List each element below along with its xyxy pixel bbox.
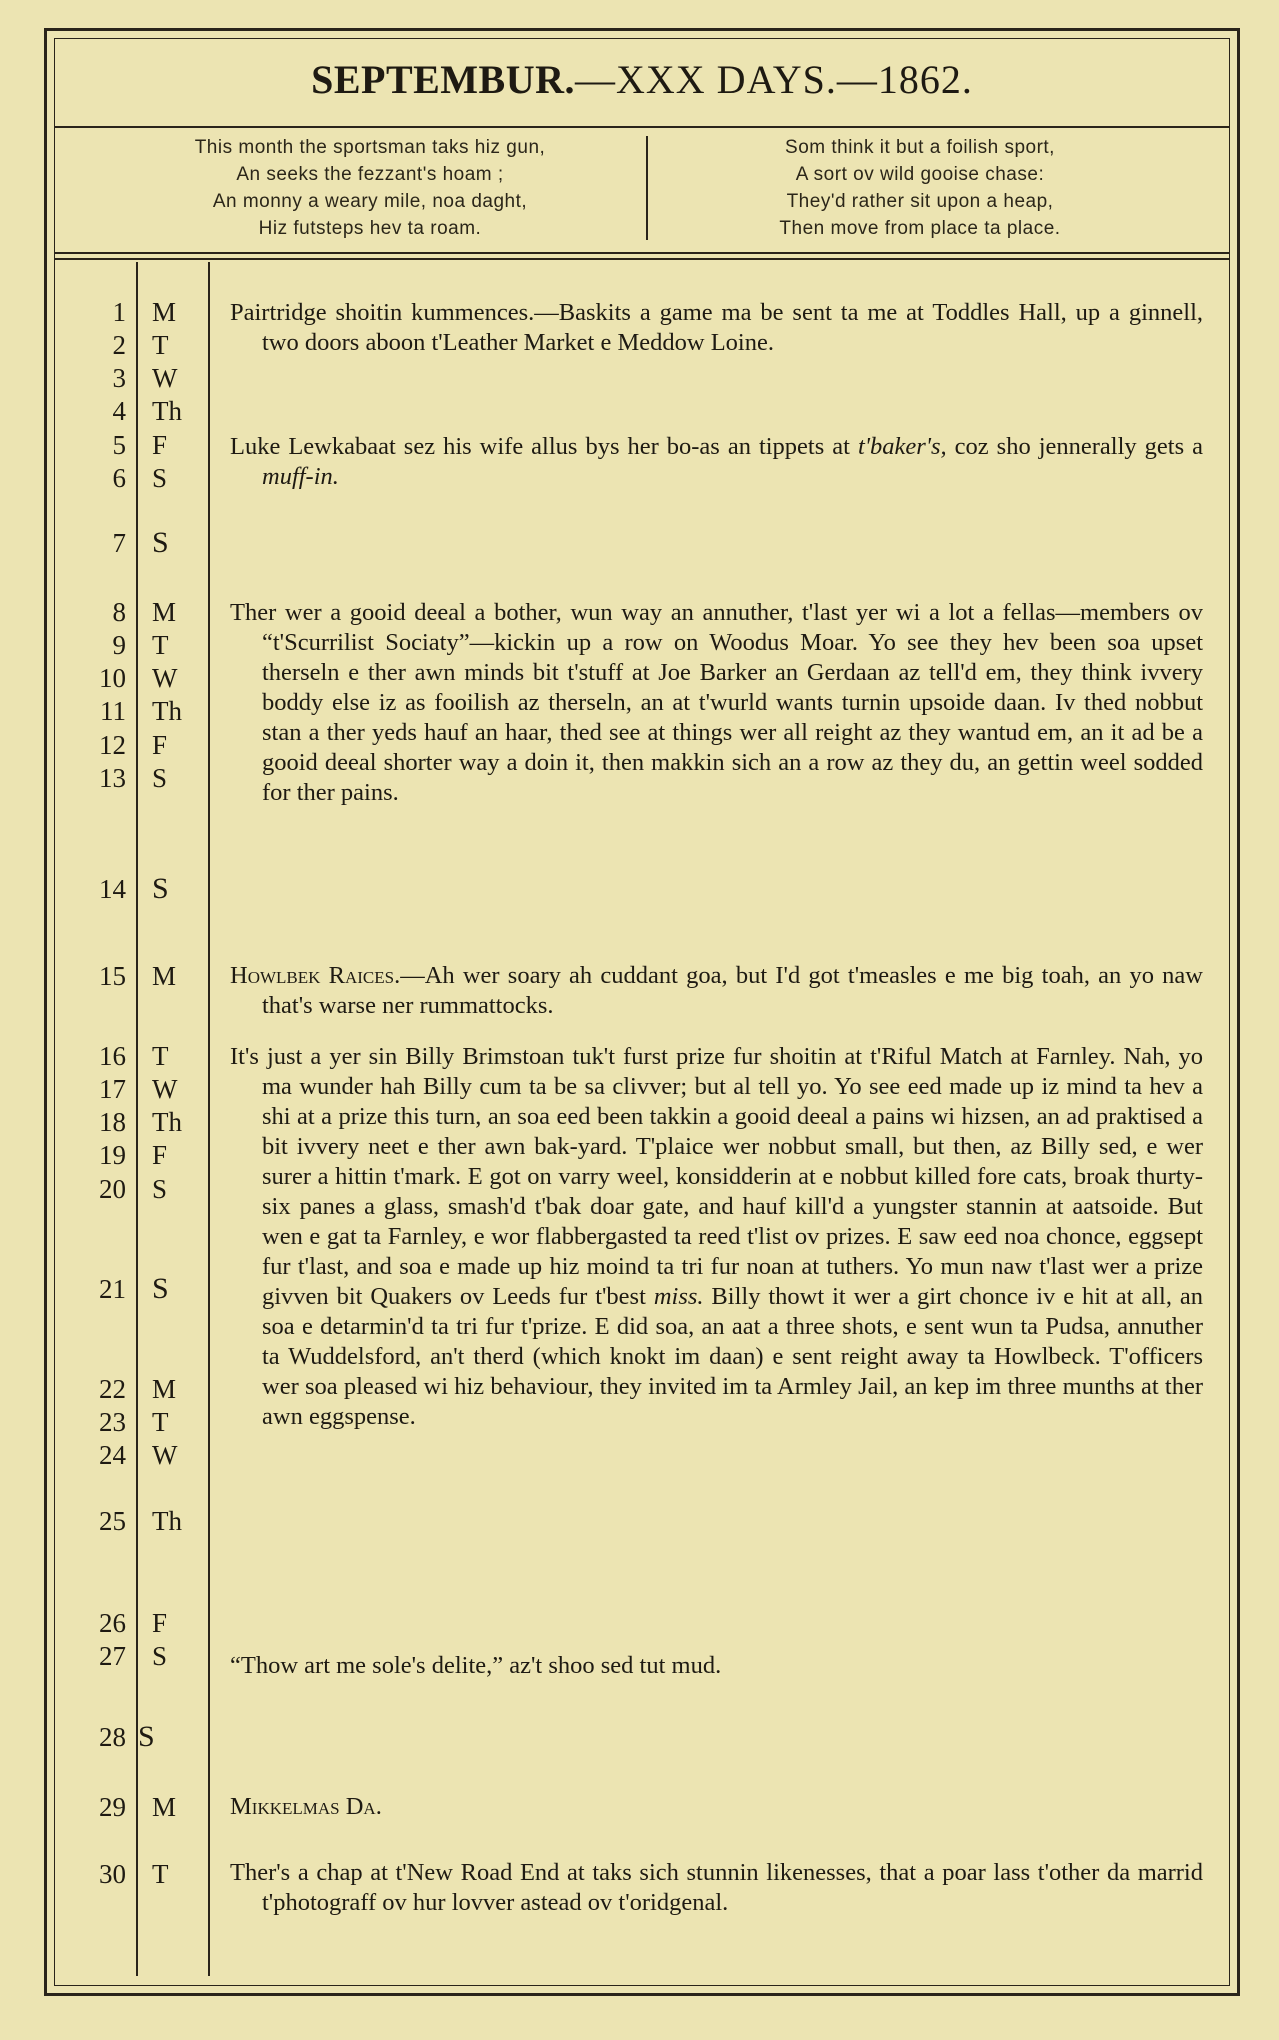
entry-sept-1: Pairtridge shoitin kummences.—Baskits a game ma be sent ta me at Toddles Hall, up a ginnell, two doors aboon t'Leather Market e Meddow Loine.: [230, 299, 1203, 356]
weekday-label: Th: [152, 1506, 182, 1536]
weekday-label: F: [152, 730, 168, 760]
weekday-label: S: [152, 463, 168, 493]
sunday-label: S: [152, 872, 169, 905]
entry-sept-29: Mikkelmas Da.: [230, 1793, 382, 1820]
page-title: SEPTEMBUR.—XXX DAYS.—1862.: [311, 57, 973, 102]
weekday-label: T: [152, 1041, 169, 1071]
day-number: 4: [112, 396, 126, 426]
entry-sept-5: Luke Lewkabaat sez his wife allus bys her bo-as an tippets at t'baker's, coz sho jennerally gets a muff-in.: [230, 433, 1203, 490]
weekday-label: Th: [152, 396, 182, 426]
weekday-label: W: [152, 663, 178, 693]
day-number: 27: [99, 1641, 126, 1671]
sunday-label: S: [138, 1720, 155, 1753]
verse-line: An seeks the fezzant's hoam ;: [236, 164, 504, 185]
entry-sept-15: Howlbek Raices.—Ah wer soary ah cuddant goa, but I'd got t'measles e me big toah, an yo naw that's warse ner rummattocks.: [230, 962, 1204, 1019]
verse-right: [670, 134, 1170, 242]
day-number: 23: [99, 1407, 126, 1437]
verse-line: Then move from place ta place.: [779, 218, 1061, 239]
day-number: 20: [99, 1174, 126, 1204]
weekday-label: T: [152, 1407, 169, 1437]
day-number: 12: [99, 730, 126, 760]
day-number: 9: [112, 630, 126, 660]
day-number: 7: [112, 528, 126, 558]
verse-left: [120, 134, 620, 242]
day-number: 16: [99, 1041, 126, 1071]
verse-divider: [646, 136, 648, 240]
weekday-label: W: [152, 1440, 178, 1470]
weekday-label: S: [152, 763, 168, 793]
day-number: 11: [100, 696, 126, 726]
day-number: 21: [99, 1274, 126, 1304]
verse-line: They'd rather sit upon a heap,: [786, 191, 1054, 212]
weekday-label: W: [152, 1074, 178, 1104]
day-number: 22: [99, 1374, 126, 1404]
day-number: 18: [99, 1107, 126, 1137]
weekday-label: W: [152, 363, 178, 393]
verse-line: Som think it but a foilish sport,: [785, 137, 1055, 158]
day-number: 29: [99, 1792, 126, 1822]
entry-sept-8: Ther wer a gooid deeal a bother, wun way an annuther, t'last yer wi a lot a fellas—members ov “t'Scurrilist Sociaty”—kickin up a row on Woodus Moar. Yo see they hev been soa upset therseln e ther awn minds bit t'stuff at Joe Barker an Gerdaan az tell'd em, they think ivvery boddy else iz as fooilish az therseln, an at t'wurld wants turnin upsoide daan. Iv thed nobbut stan a ther yeds hauf an haar, thed see at things wer all reight az they wantud em, an it ad be a gooid deeal shorter way a doin it, then makkin sich an a row az they du, an gettin weel sodded for ther pains.: [230, 599, 1203, 806]
day-number: 10: [99, 663, 126, 693]
day-number: 25: [99, 1506, 126, 1536]
weekday-label: S: [152, 1641, 168, 1671]
day-number: 1: [112, 297, 126, 327]
weekday-label: F: [152, 1140, 168, 1170]
entry-sept-27: “Thow art me sole's delite,” az't shoo sed tut mud.: [230, 1652, 722, 1679]
verse-line: A sort ov wild gooise chase:: [795, 164, 1045, 185]
day-number: 19: [99, 1140, 126, 1170]
day-number: 8: [112, 597, 126, 627]
weekday-label: F: [152, 430, 168, 460]
weekday-label: M: [152, 1374, 177, 1404]
weekday-label: T: [152, 1859, 169, 1889]
day-number: 15: [99, 961, 126, 991]
weekday-label: M: [152, 1792, 177, 1822]
weekday-label: M: [152, 597, 177, 627]
weekday-label: F: [152, 1608, 168, 1638]
day-number: 3: [112, 363, 126, 393]
weekday-label: M: [152, 297, 177, 327]
day-number: 2: [112, 330, 126, 360]
verse-line: An monny a weary mile, noa daght,: [212, 191, 528, 212]
day-number: 24: [99, 1440, 126, 1470]
weekday-label: T: [152, 630, 169, 660]
day-number: 30: [99, 1859, 126, 1889]
title-rule: [54, 126, 1230, 128]
day-number-column-rule: [136, 262, 138, 1976]
sunday-label: S: [152, 1272, 169, 1305]
entry-sept-30: Ther's a chap at t'New Road End at taks sich stunnin likenesses, that a poar lass t'other da marrid t'photograff ov hur lovver astead ov t'oridgenal.: [230, 1859, 1203, 1916]
header-rule-1: [54, 252, 1230, 254]
verse-line: This month the sportsman taks hiz gun,: [194, 137, 546, 158]
weekday-label: T: [152, 330, 169, 360]
day-number: 28: [99, 1722, 126, 1752]
day-number: 13: [99, 763, 126, 793]
header-rule-2: [54, 258, 1230, 260]
weekday-label: S: [152, 1174, 168, 1204]
weekday-label: Th: [152, 1107, 182, 1137]
entry-sept-16: It's just a yer sin Billy Brimstoan tuk't furst prize fur shoitin at t'Riful Match at Farnley. Nah, yo ma wunder hah Billy cum ta be sa clivver; but al tell yo. Yo see eed made up iz mind ta hev a shi at a prize this turn, an soa eed been takkin a gooid deeal a pains wi hizsen, an ad praktised a bit ivvery neet e ther awn bak-yard. T'plaice wer nobbut small, but then, az Billy sed, e wer surer a hittin t'mark. E got on varry weel, konsidderin at e nobbut killed fore cats, broak thurty-six panes a glass, smash'd t'bak doar gate, and hauf kill'd a yungster stannin at aatsoide. But wen e gat ta Farnley, e wor flabbergasted ta reed t'list ov prizes. E saw eed noa chonce, eggsept fur t'last, and soa e made up hiz moind ta tri fur noan at tuthers. Yo mun naw t'last wer a prize givven bit Quakers ov Leeds fur t'best miss. Billy thowt it wer a girt chonce iv e hit at all, an soa e detarmin'd ta tri fur t'prize. E did soa, an aat a three shots, e sent wun ta Pudsa, annuther ta Wuddelsford, an't therd (which knokt im daan) e sent reight away ta Howlbeck. T'officers wer soa pleased wi hiz behaviour, they invited im ta Armley Jail, an kep im three munths at ther awn eggspense.: [230, 1043, 1203, 1430]
sunday-label: S: [152, 526, 169, 559]
weekday-label: Th: [152, 696, 182, 726]
day-number: 14: [99, 874, 126, 904]
day-number: 5: [112, 430, 126, 460]
day-number: 6: [112, 463, 126, 493]
day-number: 26: [99, 1608, 126, 1638]
weekday-label: M: [152, 961, 177, 991]
day-number: 17: [99, 1074, 126, 1104]
verse-line: Hiz futsteps hev ta roam.: [258, 218, 482, 239]
